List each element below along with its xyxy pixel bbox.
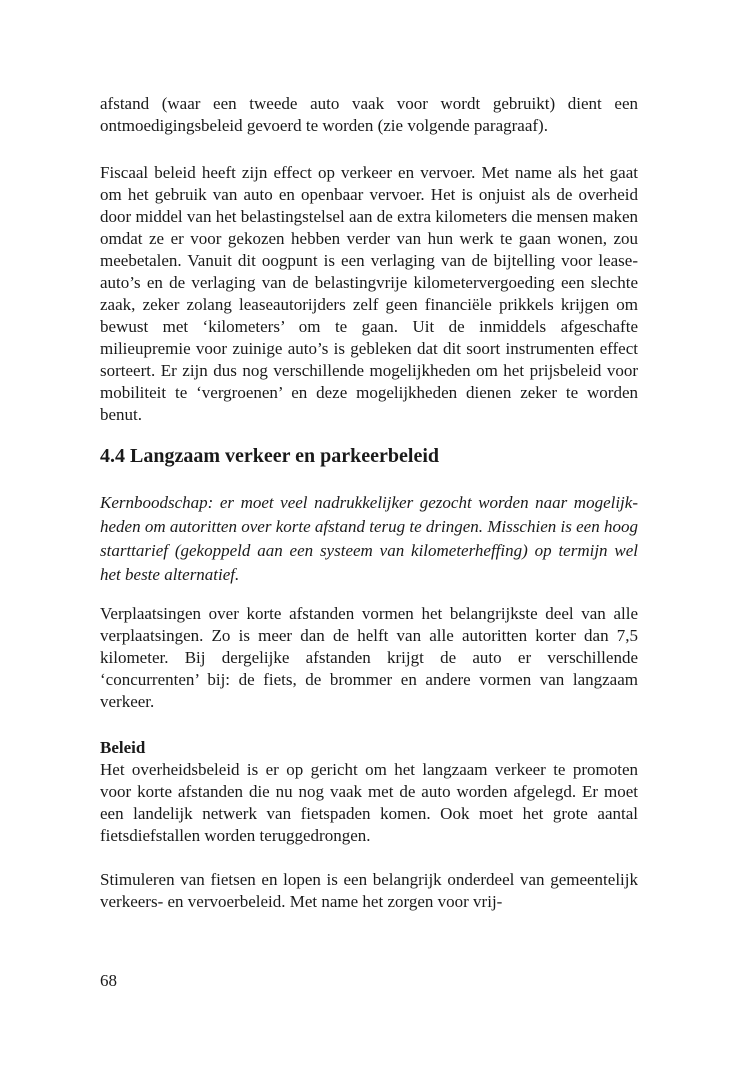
paragraph-fiscal-policy: Fiscaal beleid heeft zijn effect op verkeer en vervoer. Met name als het gaat om het gebruik van auto en openbaar vervoer. Het is onjuist als de overheid door middel van het belastingstelsel aan de extra kilometers die mensen maken omdat ze er voor gekozen hebben verder van hun werk te gaan wonen, zou meebetalen. Vanuit dit oogpunt is een verlaging van de bijtelling voor lease-auto’s en de verlaging van de belastingvrije kilometervergoeding een slechte zaak, zeker zolang leaseautorijders zelf geen financiële prikkels krijgen om bewust met ‘kilometers’ om te gaan. Uit de inmiddels afgeschafte milieupremie voor zuinige auto’s is gebleken dat dit soort instrumenten effect sorteert. Er zijn dus nog verschillende mogelijkheden om het prijsbeleid voor mobiliteit te ‘vergroenen’ en deze mogelijkheden dienen zeker te worden benut. <box>100 163 638 424</box>
section-heading: 4.4 Langzaam verkeer en parkeerbeleid <box>100 445 440 467</box>
paragraph-government-policy: Het overheidsbeleid is er op gericht om het langzaam verkeer te promoten voor korte afstanden die nu nog vaak met de auto worden afgelegd. Er moet een landelijk netwerk van fietspaden komen. Ook moet het grote aantal fietsdiefstallen worden teruggedrongen. <box>100 760 638 845</box>
paragraph-short-distances: Verplaatsingen over korte afstanden vormen het belangrijkste deel van alle verplaatsingen. Zo is meer dan de helft van alle autoritten korter dan 7,5 kilometer. Bij dergelijke afstanden krijgt de auto er verschillende ‘concurrenten’ bij: de fiets, de brommer en andere vormen van langzaam verkeer. <box>100 604 638 711</box>
paragraph-stimulate-cycling: Stimuleren van fietsen en lopen is een belangrijk onderdeel van gemeentelijk verkeers- en vervoerbeleid. Met name het zorgen voor vrij- <box>100 870 638 911</box>
paragraph-continued: afstand (waar een tweede auto vaak voor wordt gebruikt) dient een ontmoedigingsbeleid gevoerd te worden (zie volgende paragraaf). <box>100 94 638 135</box>
subheading-beleid: Beleid <box>100 738 146 757</box>
key-message: Kernboodschap: er moet veel nadrukkelijker gezocht worden naar mogelijkheden om autoritten over korte afstand terug te dringen. Misschien is een hoog starttarief (gekoppeld aan een systeem van kilometerheffing) op termijn wel het beste alternatief. <box>100 493 638 584</box>
page-number: 68 <box>100 971 117 990</box>
